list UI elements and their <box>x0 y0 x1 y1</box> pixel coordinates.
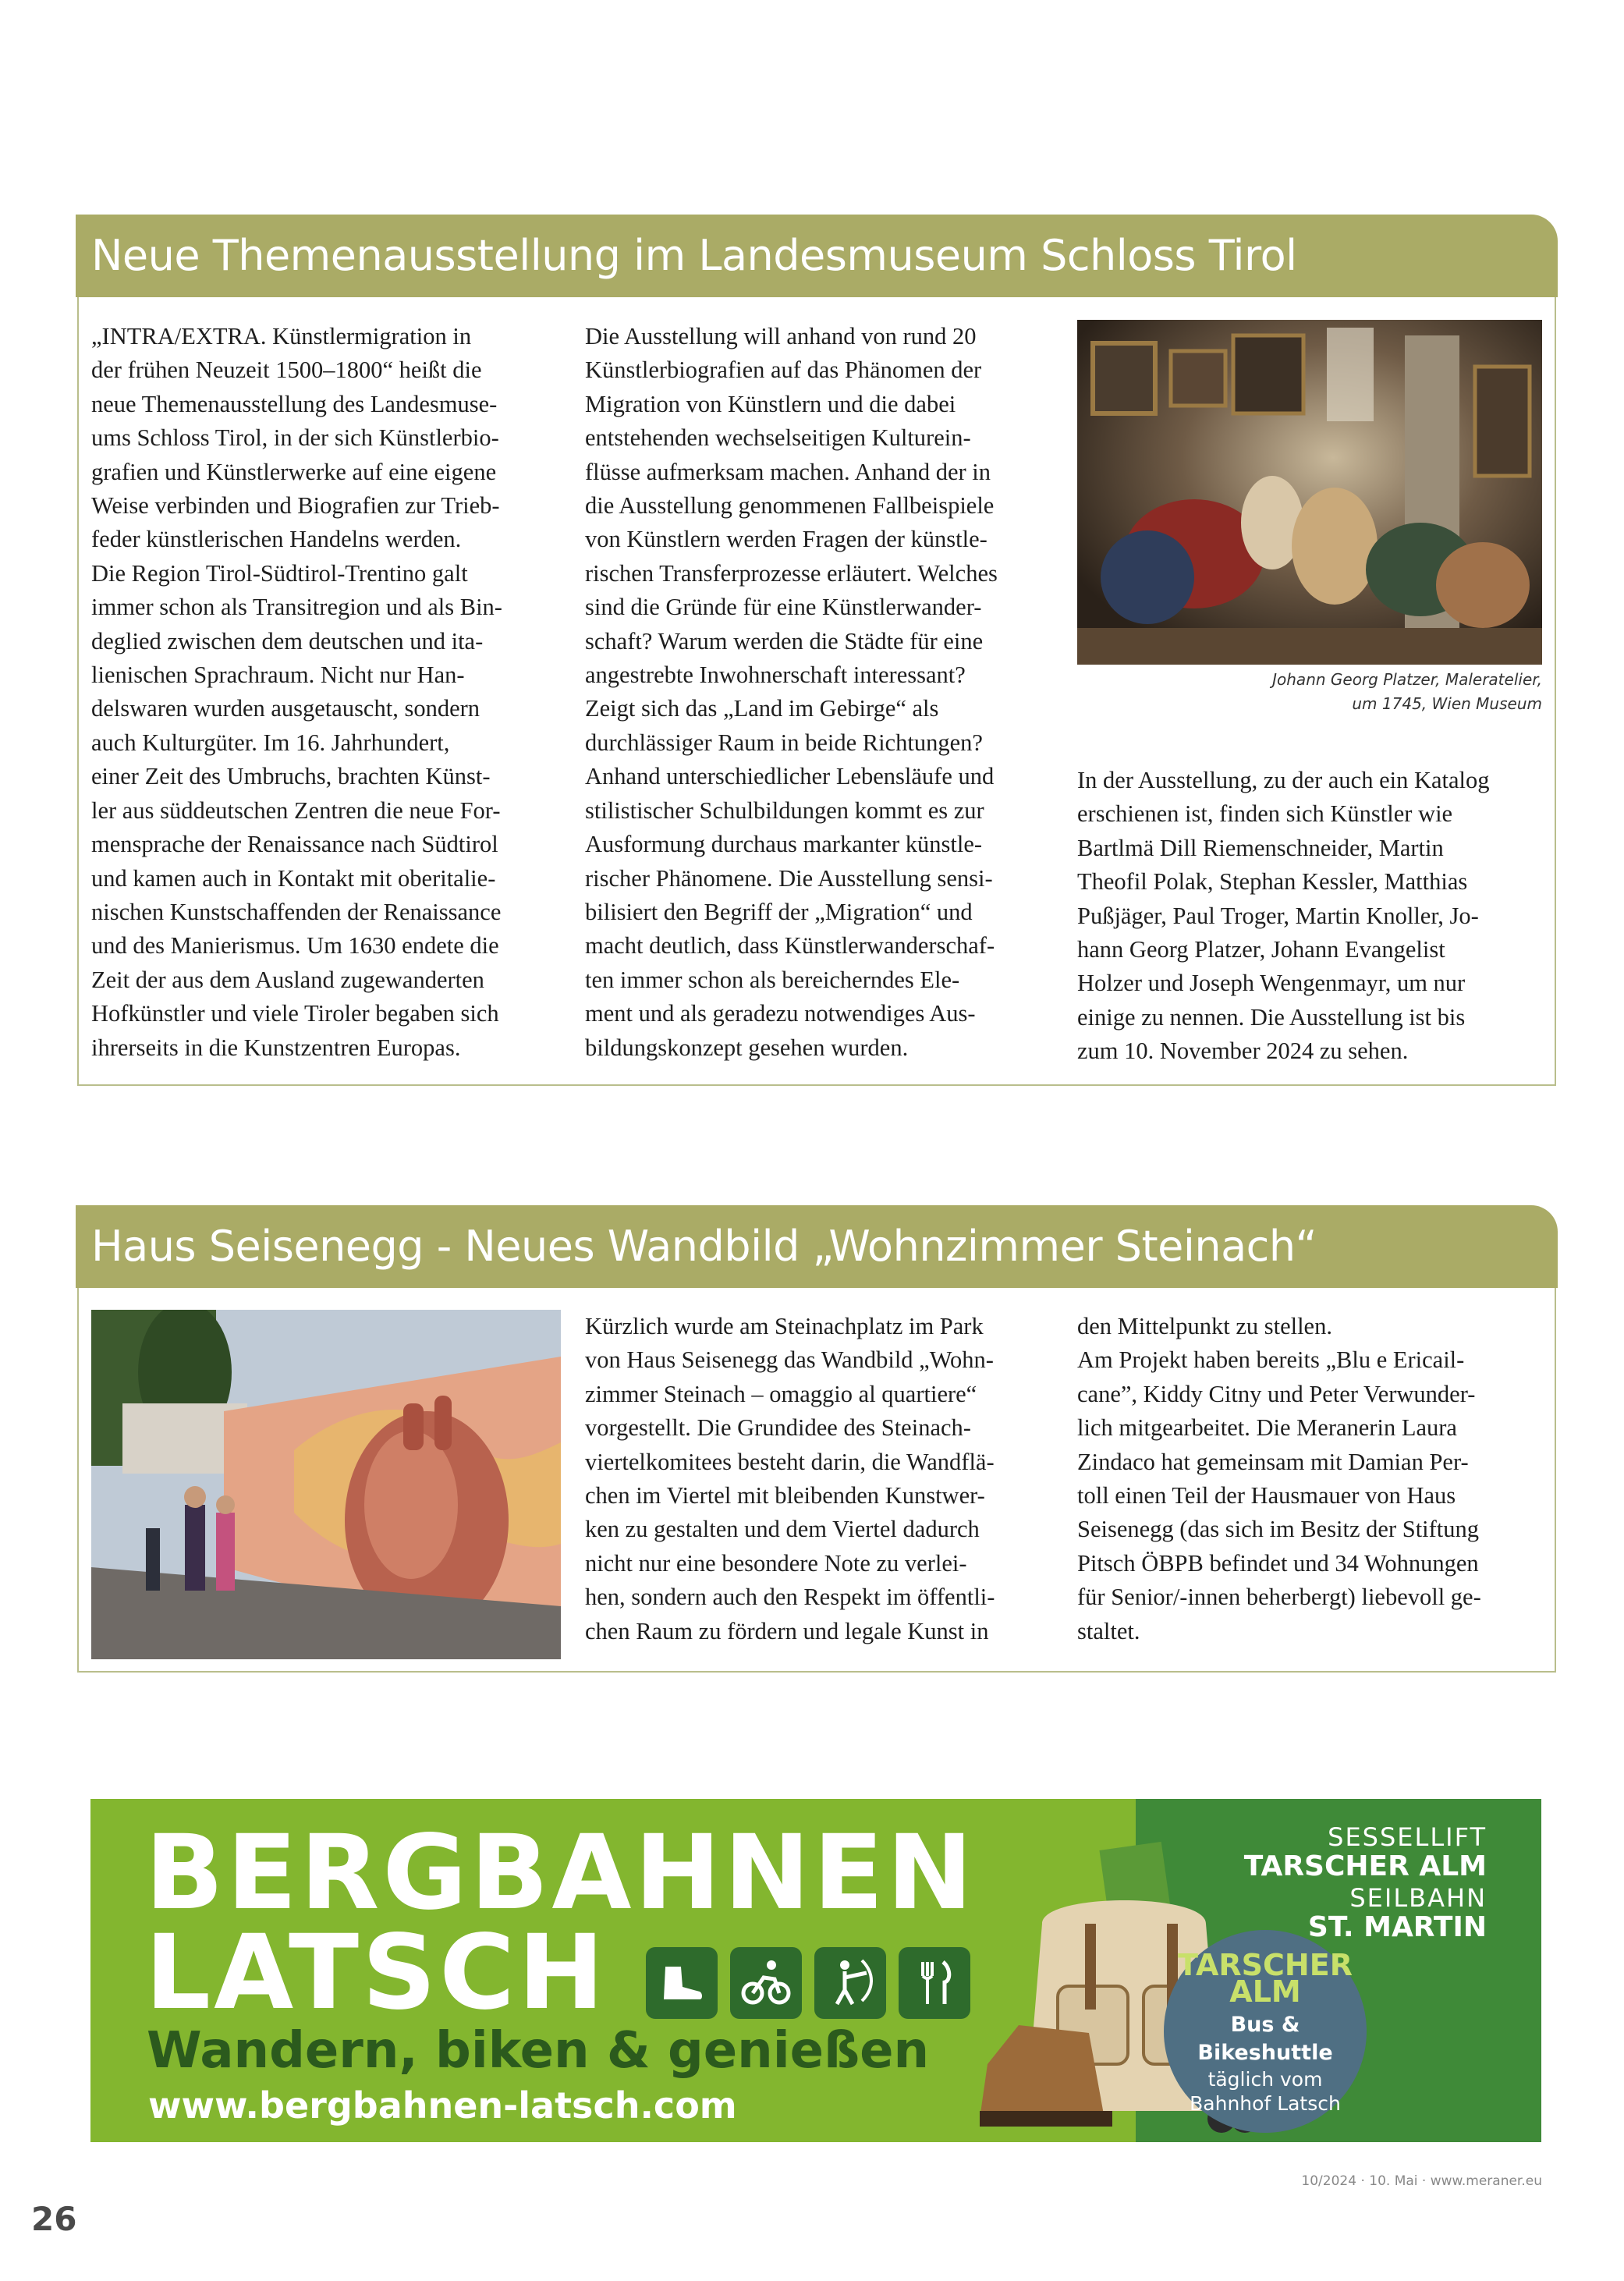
text-line: nischen Kunstschaffenden der Renaissance <box>91 898 502 925</box>
ad-brand-line-1: BERGBAHNEN <box>145 1813 977 1933</box>
text-line: viertelkomitees besteht darin, die Wandflä- <box>585 1448 995 1475</box>
text-line: chen Raum zu fördern und legale Kunst in <box>585 1617 989 1644</box>
text-line: feder künstlerischen Handelns werden. <box>91 526 462 553</box>
text-line: cane”, Kiddy Citny und Peter Verwunder- <box>1077 1380 1476 1407</box>
painting-illustration <box>1077 320 1542 665</box>
text-line: von Haus Seisenegg das Wandbild „Wohn- <box>585 1346 994 1374</box>
text-line: schaft? Warum werden die Städte für eine <box>585 627 984 655</box>
text-line: angestrebte Inwohnerschaft interessant? <box>585 662 966 689</box>
text-line: toll einen Teil der Hausmauer von Haus <box>1077 1482 1456 1509</box>
lift2-type: SEILBAHN <box>1349 1883 1487 1913</box>
text-line: Theofil Polak, Stephan Kessler, Matthias <box>1077 868 1468 896</box>
page-footer: 10/2024 · 10. Mai · www.meraner.eu <box>1301 2173 1542 2189</box>
text-line: ment und als geradezu notwendiges Aus- <box>585 1000 976 1027</box>
text-line: rischen Transferprozesse erläutert. Welches <box>585 559 998 587</box>
text-line: Ausformung durchaus markanter künstle- <box>585 831 983 858</box>
caption-line: um 1745, Wien Museum <box>1352 694 1542 713</box>
text-line: einer Zeit des Umbruchs, brachten Künst- <box>91 763 491 790</box>
archer-icon <box>814 1947 886 2019</box>
text-line: nicht nur eine besondere Note zu verlei- <box>585 1549 967 1577</box>
ad-url[interactable]: www.bergbahnen-latsch.com <box>148 2084 737 2127</box>
text-line: Zeit der aus dem Ausland zugewanderten <box>91 966 484 993</box>
text-line: ler aus süddeutschen Zentren die neue For- <box>91 796 501 824</box>
text-line: ihrerseits in die Kunstzentren Europas. <box>91 1034 461 1061</box>
text-line: sind die Gründe für eine Künstlerwander- <box>585 594 982 621</box>
article1-title: Neue Themenausstellung im Landesmuseum Schloss Tirol <box>91 231 1297 280</box>
ad-brand-line-2: LATSCH <box>145 1913 608 2033</box>
shuttle-line-2: täglich vom <box>1207 2068 1323 2091</box>
text-line: durchlässiger Raum in beide Richtungen? <box>585 729 983 756</box>
article2-column-3 <box>1077 1310 1553 1648</box>
text-line: und des Manierismus. Um 1630 endete die <box>91 932 499 960</box>
text-line: Anhand unterschiedlicher Lebensläufe und <box>585 763 995 790</box>
painting-caption <box>1077 668 1542 716</box>
article1-column-2 <box>585 320 1069 1065</box>
text-line: lich mitgearbeitet. Die Meranerin Laura <box>1077 1414 1457 1442</box>
fork-knife-icon <box>899 1947 970 2019</box>
page-number: 26 <box>31 2200 77 2238</box>
text-line: Holzer und Joseph Wengenmayr, um nur <box>1077 970 1466 997</box>
text-line: zimmer Steinach – omaggio al quartiere“ <box>585 1380 977 1407</box>
text-line: von Künstlern werden Fragen der künstle- <box>585 526 988 553</box>
mural-illustration <box>91 1310 561 1659</box>
article1-header <box>76 215 1558 297</box>
text-line: auch Kulturgüter. Im 16. Jahrhundert, <box>91 729 450 756</box>
text-line: Die Region Tirol-Südtirol-Trentino galt <box>91 559 468 587</box>
shuttle-name-1: TARSCHER <box>1178 1948 1353 1982</box>
caption-line: Johann Georg Platzer, Maleratelier, <box>1272 670 1542 689</box>
activity-icons <box>646 1947 970 2019</box>
text-line: Zeigt sich das „Land im Gebirge“ als <box>585 695 939 722</box>
text-line: macht deutlich, dass Künstlerwanderschaf- <box>585 932 995 960</box>
text-line: erschienen ist, finden sich Künstler wie <box>1077 800 1453 828</box>
text-line: Die Ausstellung will anhand von rund 20 <box>585 323 977 349</box>
text-line: Migration von Künstlern und die dabei <box>585 390 956 417</box>
text-line: Weise verbinden und Biografien zur Trieb- <box>91 492 500 520</box>
text-line: den Mittelpunkt zu stellen. <box>1077 1313 1332 1339</box>
shuttle-line-1: Bus & Bikeshuttle <box>1197 2013 1333 2065</box>
text-line: deglied zwischen dem deutschen und ita- <box>91 627 484 655</box>
text-line: Bartlmä Dill Riemenschneider, Martin <box>1077 834 1444 861</box>
text-line: delswaren wurden ausgetauscht, sondern <box>91 695 480 722</box>
text-line: Künstlerbiografien auf das Phänomen der <box>585 357 982 384</box>
ad-tagline: Wandern, biken & genießen <box>147 2022 930 2080</box>
text-line: vorgestellt. Die Grundidee des Steinach- <box>585 1414 971 1442</box>
text-line: flüsse aufmerksam machen. Anhand der in <box>585 458 991 485</box>
article2-title: Haus Seisenegg - Neues Wandbild „Wohnzimmer Steinach“ <box>91 1222 1317 1271</box>
text-line: einige zu nennen. Die Ausstellung ist bis <box>1077 1003 1466 1031</box>
text-line: hann Georg Platzer, Johann Evangelist <box>1077 936 1445 963</box>
text-line: „INTRA/EXTRA. Künstlermigration in <box>91 323 472 349</box>
text-line: In der Ausstellung, zu der auch ein Katalog <box>1077 767 1490 793</box>
text-line: immer schon als Transitregion und als Bin- <box>91 594 502 621</box>
hiking-boot-icon <box>646 1947 718 2019</box>
lift1-type: SESSELLIFT <box>1328 1822 1487 1852</box>
shuttle-name-2: ALM <box>1229 1974 1301 2009</box>
lift2-name: ST. MARTIN <box>1307 1911 1487 1943</box>
text-line: ums Schloss Tirol, in der sich Künstlerbio- <box>91 424 499 452</box>
text-line: Pußjäger, Paul Troger, Martin Knoller, Jo- <box>1077 902 1479 929</box>
painting-image <box>1077 320 1542 665</box>
text-line: ten immer schon als bereicherndes Ele- <box>585 966 960 993</box>
text-line: lienischen Sprachraum. Nicht nur Han- <box>91 662 465 689</box>
text-line: Am Projekt haben bereits „Blu e Ericail- <box>1077 1346 1465 1374</box>
text-line: die Ausstellung genommenen Fallbeispiele <box>585 492 995 520</box>
cyclist-icon <box>730 1947 802 2019</box>
text-line: grafien und Künstlerwerke auf eine eigene <box>91 458 497 485</box>
shuttle-badge <box>1164 1930 1367 2133</box>
text-line: neue Themenausstellung des Landesmuse- <box>91 390 498 417</box>
text-line: stilistischer Schulbildungen kommt es zur <box>585 796 984 824</box>
text-line: chen im Viertel mit bleibenden Kunstwer- <box>585 1482 985 1509</box>
text-line: mensprache der Renaissance nach Südtirol <box>91 831 498 858</box>
mural-photo <box>91 1310 561 1659</box>
text-line: hen, sondern auch den Respekt im öffentli- <box>585 1584 995 1611</box>
bergbahnen-ad[interactable] <box>90 1799 1541 2142</box>
article1-column-1 <box>91 320 575 1065</box>
text-line: und kamen auch in Kontakt mit oberitalie- <box>91 864 496 892</box>
text-line: für Senior/-innen beherbergt) liebevoll ge- <box>1077 1584 1481 1611</box>
article2-column-2 <box>585 1310 1069 1648</box>
text-line: entstehenden wechselseitigen Kulturein- <box>585 424 971 452</box>
text-line: bilisiert den Begriff der „Migration“ und <box>585 898 973 925</box>
text-line: rischer Phänomene. Die Ausstellung sensi- <box>585 864 993 892</box>
shuttle-line-3: Bahnhof Latsch <box>1190 2092 1341 2115</box>
article2-header <box>76 1205 1558 1288</box>
text-line: zum 10. November 2024 zu sehen. <box>1077 1038 1409 1065</box>
text-line: Hofkünstler und viele Tiroler begaben sich <box>91 1000 499 1027</box>
text-line: bildungskonzept gesehen wurden. <box>585 1034 909 1061</box>
text-line: der frühen Neuzeit 1500–1800“ heißt die <box>91 357 482 384</box>
text-line: Seisenegg (das sich im Besitz der Stiftung <box>1077 1516 1480 1543</box>
article1-column-3 <box>1077 764 1553 1069</box>
text-line: Zindaco hat gemeinsam mit Damian Per- <box>1077 1448 1469 1475</box>
text-line: ken zu gestalten und dem Viertel dadurch <box>585 1516 980 1543</box>
text-line: Pitsch ÖBPB befindet und 34 Wohnungen <box>1077 1549 1479 1577</box>
lift1-name: TARSCHER ALM <box>1243 1850 1487 1882</box>
text-line: Kürzlich wurde am Steinachplatz im Park <box>585 1313 984 1339</box>
text-line: staltet. <box>1077 1617 1140 1644</box>
